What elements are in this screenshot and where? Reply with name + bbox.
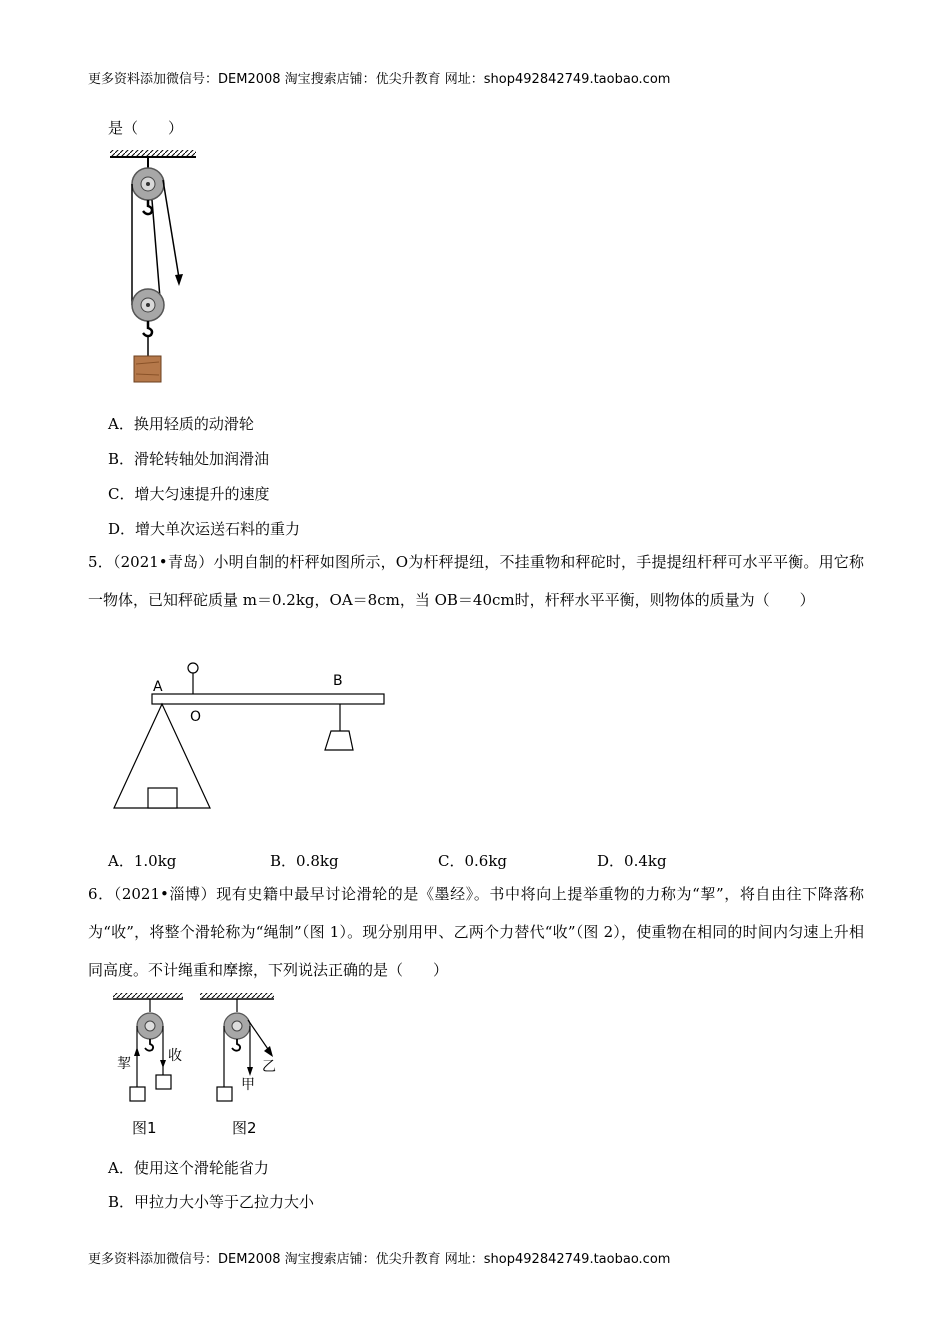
qie-arrow: [134, 1047, 140, 1056]
jia-arrow: [247, 1067, 253, 1076]
q5-option-c: C．0.6kg: [438, 852, 508, 870]
stone-block: [134, 356, 161, 382]
page-footer: 更多资料添加微信号：DEM2008 淘宝搜索店铺：优尖升教育 网址：shop492842749.taobao.com: [88, 1252, 671, 1267]
q6-option-a: A．使用这个滑轮能省力: [108, 1159, 269, 1177]
page-header: 更多资料添加微信号：DEM2008 淘宝搜索店铺：优尖升教育 网址：shop492842749.taobao.com: [88, 72, 671, 87]
yi-arrow: [264, 1046, 273, 1057]
pull-arrow: [175, 274, 183, 286]
q4-pulley-figure: [105, 148, 205, 388]
q4-option-d: D．增大单次运送石料的重力: [108, 520, 301, 538]
lift-knob: [188, 663, 198, 673]
label-o: O: [190, 709, 202, 725]
q4-tail: 是（ ）: [108, 119, 184, 137]
label-shou: 收: [168, 1048, 182, 1064]
q4-option-b: B．滑轮转轴处加润滑油: [108, 450, 270, 468]
q6-number: 6．: [88, 885, 114, 903]
fig1-weight: [130, 1087, 145, 1101]
q5-steelyard-figure: [110, 660, 390, 816]
q5-option-d: D．0.4kg: [597, 852, 667, 870]
counterweight: [325, 731, 353, 750]
object-box: [148, 788, 177, 808]
label-jia: 甲: [241, 1077, 255, 1093]
ceiling: [110, 150, 196, 156]
q4-option-c: C．增大匀速提升的速度: [108, 485, 270, 503]
q6-text: （2021•淄博）现有史籍中最早讨论滑轮的是《墨经》。书中将向上提举重物的力称为“挈”，将自由往下降落称为“收”，将整个滑轮称为“绳制”（图 1）。现分别用甲、乙两个力替代“收”（图 2），使重物在相同的时间内匀速上升相同高度。不计绳重和摩擦，下列说法正确的是（ ）: [88, 885, 864, 979]
q6-stem: [88, 875, 864, 989]
caption-fig2: 图2: [232, 1119, 257, 1137]
rope-pull: [163, 180, 179, 278]
q5-stem: [88, 543, 864, 619]
q6-option-b: B．甲拉力大小等于乙拉力大小: [108, 1193, 315, 1211]
q6-pulley-figures: [110, 990, 290, 1140]
moving-hook: [143, 321, 152, 336]
label-yi: 乙: [262, 1059, 276, 1075]
q5-option-a: A．1.0kg: [108, 852, 177, 870]
q4-option-a: A．换用轻质的动滑轮: [108, 415, 254, 433]
label-qie: 挈: [117, 1056, 131, 1072]
fig1-weight-2: [156, 1075, 171, 1089]
q5-option-b: B．0.8kg: [270, 852, 339, 870]
q5-text: （2021•青岛）小明自制的杆秤如图所示，O为杆秤提纽，不挂重物和秤砣时，手提提纽杆秤可水平平衡。用它称一物体，已知秤砣质量 m＝0.2kg，OA＝8cm，当 OB＝40cm时，杆秤水平平衡，则物体的质量为（ ）: [88, 553, 864, 609]
fixed-hook: [143, 200, 152, 214]
shou-arrow: [160, 1060, 166, 1068]
label-b: B: [333, 673, 343, 689]
label-a: A: [153, 679, 163, 695]
fig2-weight: [217, 1087, 232, 1101]
caption-fig1: 图1: [132, 1119, 157, 1137]
rope-middle: [152, 200, 160, 298]
q5-number: 5．: [88, 553, 113, 571]
beam: [152, 694, 384, 704]
